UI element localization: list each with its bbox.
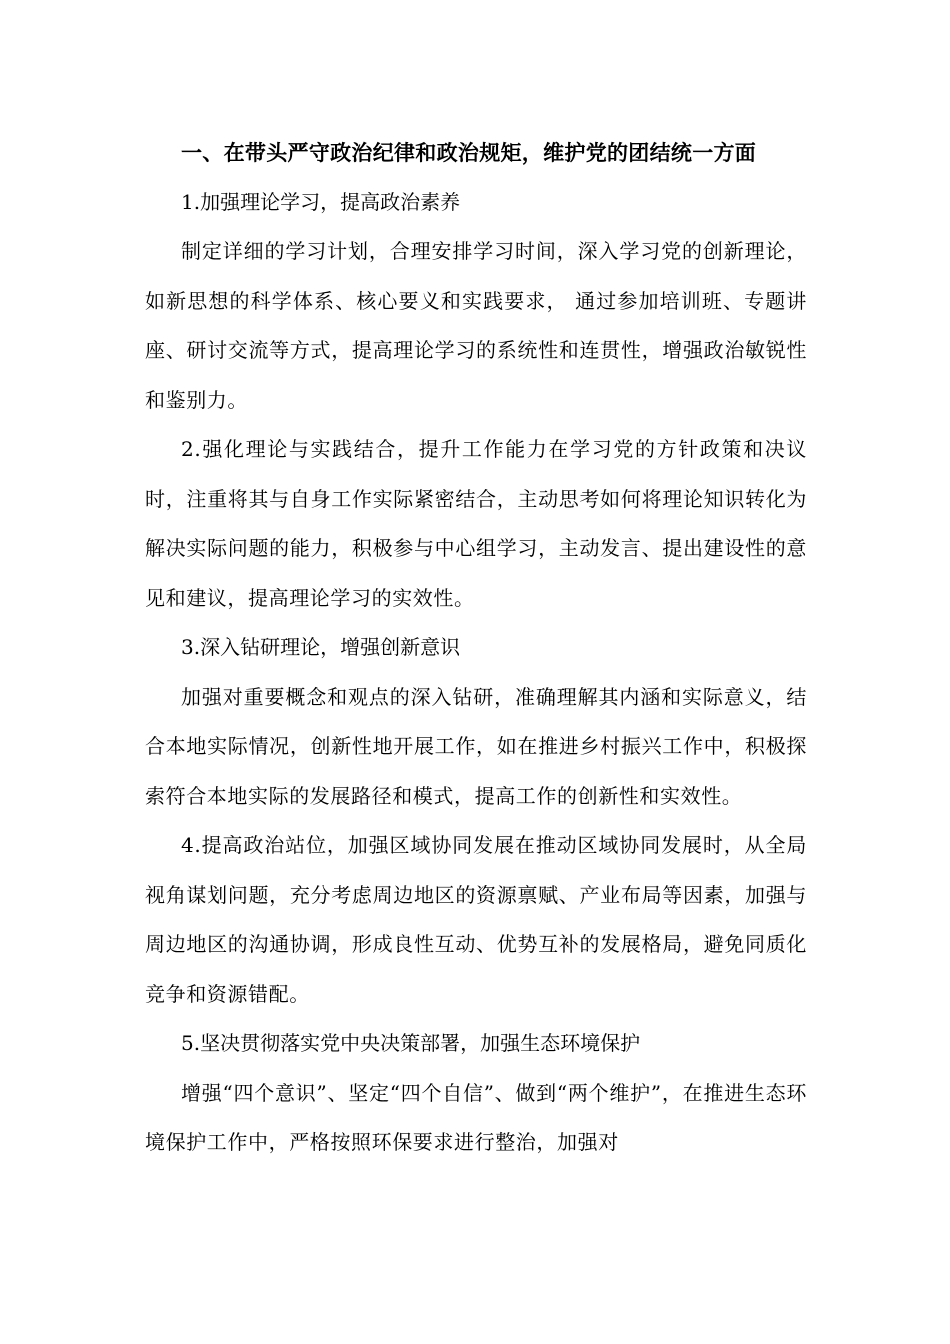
item-5-body: 增强“四个意识”、坚定“四个自信”、做到“两个维护”，在推进生态环境保护工作中，严格按照环保要求进行整治，加强对 <box>145 1080 807 1154</box>
item-1-heading: 1.加强理论学习，提高政治素养 <box>181 189 461 214</box>
item-3-heading: 3.深入钻研理论，增强创新意识 <box>181 635 461 659</box>
document-page <box>145 128 807 1168</box>
item-2-paragraph: 2.强化理论与实践结合，提升工作能力在学习党的方针政策和决议时，注重将其与自身工作实际紧密结合，主动思考如何将理论知识转化为解决实际问题的能力，积极参与中心组学习，主动发言、提出建设性的意见和建议，提高理论学习的实效性。 <box>145 437 807 610</box>
item-4-paragraph: 4.提高政治站位，加强区域协同发展在推动区域协同发展时，从全局视角谋划问题，充分考虑周边地区的资源禀赋、产业布局等因素，加强与周边地区的沟通协调，形成良性互动、优势互补的发展格局，避免同质化竞争和资源错配。 <box>145 833 807 1006</box>
item-5-heading: 5.坚决贯彻落实党中央决策部署，加强生态环境保护 <box>181 1031 641 1055</box>
item-3-body: 加强对重要概念和观点的深入钻研，准确理解其内涵和实际意义，结合本地实际情况，创新性地开展工作，如在推进乡村振兴工作中，积极探索符合本地实际的发展路径和模式，提高工作的创新性和实效性。 <box>145 684 807 808</box>
item-1-body: 制定详细的学习计划，合理安排学习时间，深入学习党的创新理论，如新思想的科学体系、核心要义和实践要求， 通过参加培训班、专题讲座、研讨交流等方式，提高理论学习的系统性和连贯性，增强政治敏锐性和鉴别力。 <box>145 239 807 412</box>
section-title: 一、在带头严守政治纪律和政治规矩，维护党的团结统一方面 <box>181 140 757 165</box>
